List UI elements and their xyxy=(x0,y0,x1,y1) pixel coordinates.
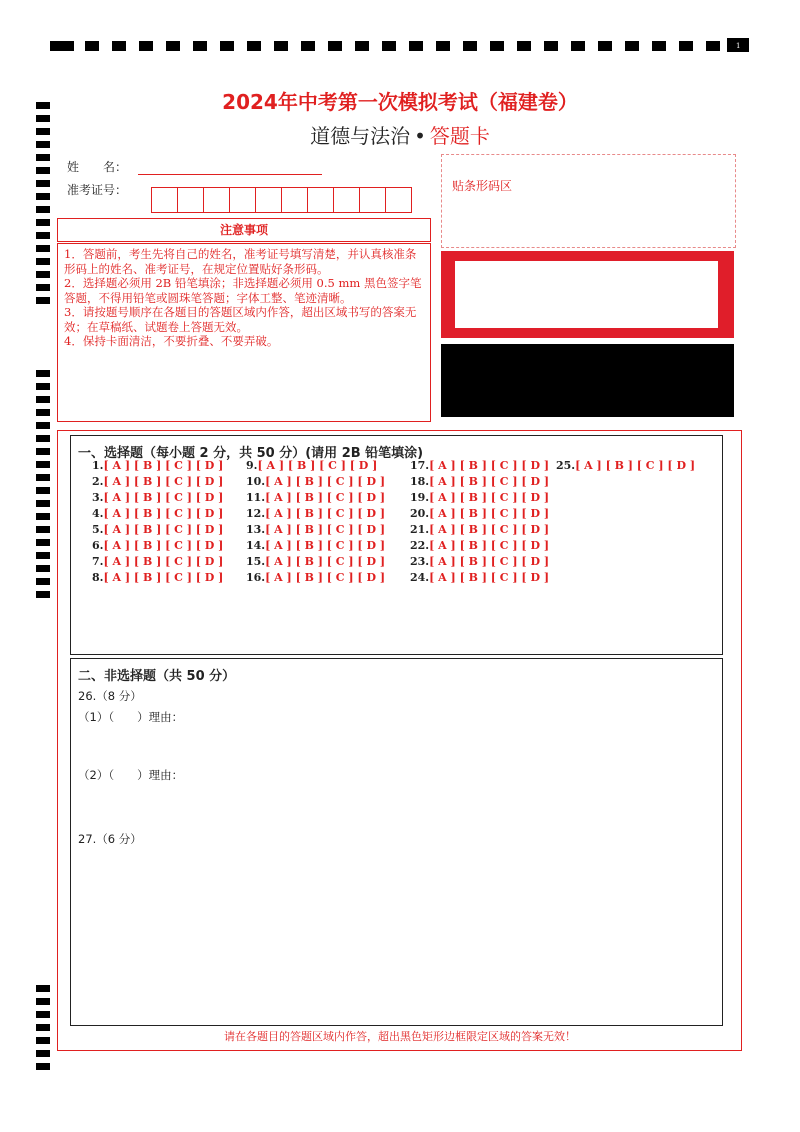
choice-question-row[interactable]: 15.[ A ] [ B ] [ C ] [ D ] xyxy=(246,555,386,568)
answer-card-title xyxy=(0,120,800,149)
notice-item: 1．答题前，考生先将自己的姓名，准考证号填写清楚，并认真核准条形码上的姓名、准考证号，在规定位置贴好条形码。 xyxy=(64,247,417,276)
choice-question-row[interactable]: 19.[ A ] [ B ] [ C ] [ D ] xyxy=(410,491,550,504)
question-26-2-label: （2）（ ）理由： xyxy=(78,768,184,782)
choice-question-row[interactable]: 20.[ A ] [ B ] [ C ] [ D ] xyxy=(410,507,550,520)
choice-question-row[interactable]: 2.[ A ] [ B ] [ C ] [ D ] xyxy=(92,475,224,488)
exam-id-cell[interactable] xyxy=(281,187,308,213)
page-number: 1 xyxy=(736,42,741,50)
footer-warning: 请在各题目的答题区域内作答，超出黑色矩形边框限定区域的答案无效！ xyxy=(224,1030,576,1043)
choice-question-row[interactable]: 18.[ A ] [ B ] [ C ] [ D ] xyxy=(410,475,550,488)
notice-item: 4．保持卡面清洁，不要折叠、不要弄破。 xyxy=(64,334,279,348)
choice-question-row[interactable]: 13.[ A ] [ B ] [ C ] [ D ] xyxy=(246,523,386,536)
exam-id-cell[interactable] xyxy=(177,187,204,213)
choice-question-row[interactable]: 12.[ A ] [ B ] [ C ] [ D ] xyxy=(246,507,386,520)
choice-question-row[interactable]: 10.[ A ] [ B ] [ C ] [ D ] xyxy=(246,475,386,488)
choice-question-row[interactable]: 21.[ A ] [ B ] [ C ] [ D ] xyxy=(410,523,550,536)
choice-question-row[interactable]: 8.[ A ] [ B ] [ C ] [ D ] xyxy=(92,571,224,584)
choice-column-3 xyxy=(410,458,549,586)
barcode-label: 贴条形码区 xyxy=(452,179,513,193)
question-26-label: 26.（8 分） xyxy=(78,689,142,703)
card-label: 答题卡 xyxy=(429,124,490,148)
absent-mark-box xyxy=(441,251,734,338)
choice-section-heading: 一、选择题（每小题 2 分，共 50 分）(请用 2B 铅笔填涂) xyxy=(78,446,424,461)
choice-question-row[interactable]: 7.[ A ] [ B ] [ C ] [ D ] xyxy=(92,555,224,568)
exam-id-cell[interactable] xyxy=(203,187,230,213)
exam-id-cell[interactable] xyxy=(229,187,256,213)
exam-id-label: 准考证号： xyxy=(67,183,128,197)
choice-question-row[interactable]: 3.[ A ] [ B ] [ C ] [ D ] xyxy=(92,491,224,504)
choice-question-row[interactable]: 23.[ A ] [ B ] [ C ] [ D ] xyxy=(410,555,550,568)
notice-heading: 注意事项 xyxy=(57,218,431,242)
subject-name: 道德与法治 xyxy=(310,124,411,148)
choice-question-row[interactable]: 11.[ A ] [ B ] [ C ] [ D ] xyxy=(246,491,386,504)
exam-id-grid[interactable] xyxy=(152,187,412,213)
exam-id-cell[interactable] xyxy=(333,187,360,213)
choice-question-row[interactable]: 4.[ A ] [ B ] [ C ] [ D ] xyxy=(92,507,224,520)
exam-id-cell[interactable] xyxy=(255,187,282,213)
choice-column-1 xyxy=(92,458,223,586)
question-27-label: 27.（6 分） xyxy=(78,832,142,846)
choice-question-row[interactable]: 5.[ A ] [ B ] [ C ] [ D ] xyxy=(92,523,224,536)
choice-question-row[interactable]: 24.[ A ] [ B ] [ C ] [ D ] xyxy=(410,571,550,584)
name-field[interactable] xyxy=(138,173,322,175)
choice-question-row[interactable]: 14.[ A ] [ B ] [ C ] [ D ] xyxy=(246,539,386,552)
notice-item: 3．请按题号顺序在各题目的答题区域内作答，超出区域书写的答案无效；在草稿纸、试题卷上答题无效。 xyxy=(64,305,417,334)
title-separator: • xyxy=(414,124,426,148)
exam-title: 2024年中考第一次模拟考试（福建卷） xyxy=(222,90,578,114)
question-26-1-label: （1）（ ）理由： xyxy=(78,710,184,724)
choice-column-4 xyxy=(556,458,695,474)
open-section-heading: 二、非选择题（共 50 分） xyxy=(78,669,236,684)
choice-question-row[interactable]: 16.[ A ] [ B ] [ C ] [ D ] xyxy=(246,571,386,584)
choice-question-row[interactable]: 22.[ A ] [ B ] [ C ] [ D ] xyxy=(410,539,550,552)
black-block xyxy=(441,344,734,417)
exam-id-cell[interactable] xyxy=(307,187,334,213)
exam-id-cell[interactable] xyxy=(359,187,386,213)
barcode-area xyxy=(441,154,736,248)
choice-column-2 xyxy=(246,458,385,586)
notice-item: 2．选择题必须用 2B 铅笔填涂；非选择题必须用 0.5 mm 黑色签字笔答题，不得用铅笔或圆珠笔答题；字体工整、笔迹清晰。 xyxy=(64,276,422,305)
name-label: 姓 名： xyxy=(67,160,128,174)
choice-question-row[interactable]: 25.[ A ] [ B ] [ C ] [ D ] xyxy=(556,459,696,472)
choice-question-row[interactable]: 1.[ A ] [ B ] [ C ] [ D ] xyxy=(92,459,224,472)
choice-question-row[interactable]: 17.[ A ] [ B ] [ C ] [ D ] xyxy=(410,459,550,472)
exam-id-cell[interactable] xyxy=(385,187,412,213)
choice-question-row[interactable]: 6.[ A ] [ B ] [ C ] [ D ] xyxy=(92,539,224,552)
notice-box xyxy=(57,243,431,422)
exam-id-cell[interactable] xyxy=(151,187,178,213)
choice-question-row[interactable]: 9.[ A ] [ B ] [ C ] [ D ] xyxy=(246,459,378,472)
